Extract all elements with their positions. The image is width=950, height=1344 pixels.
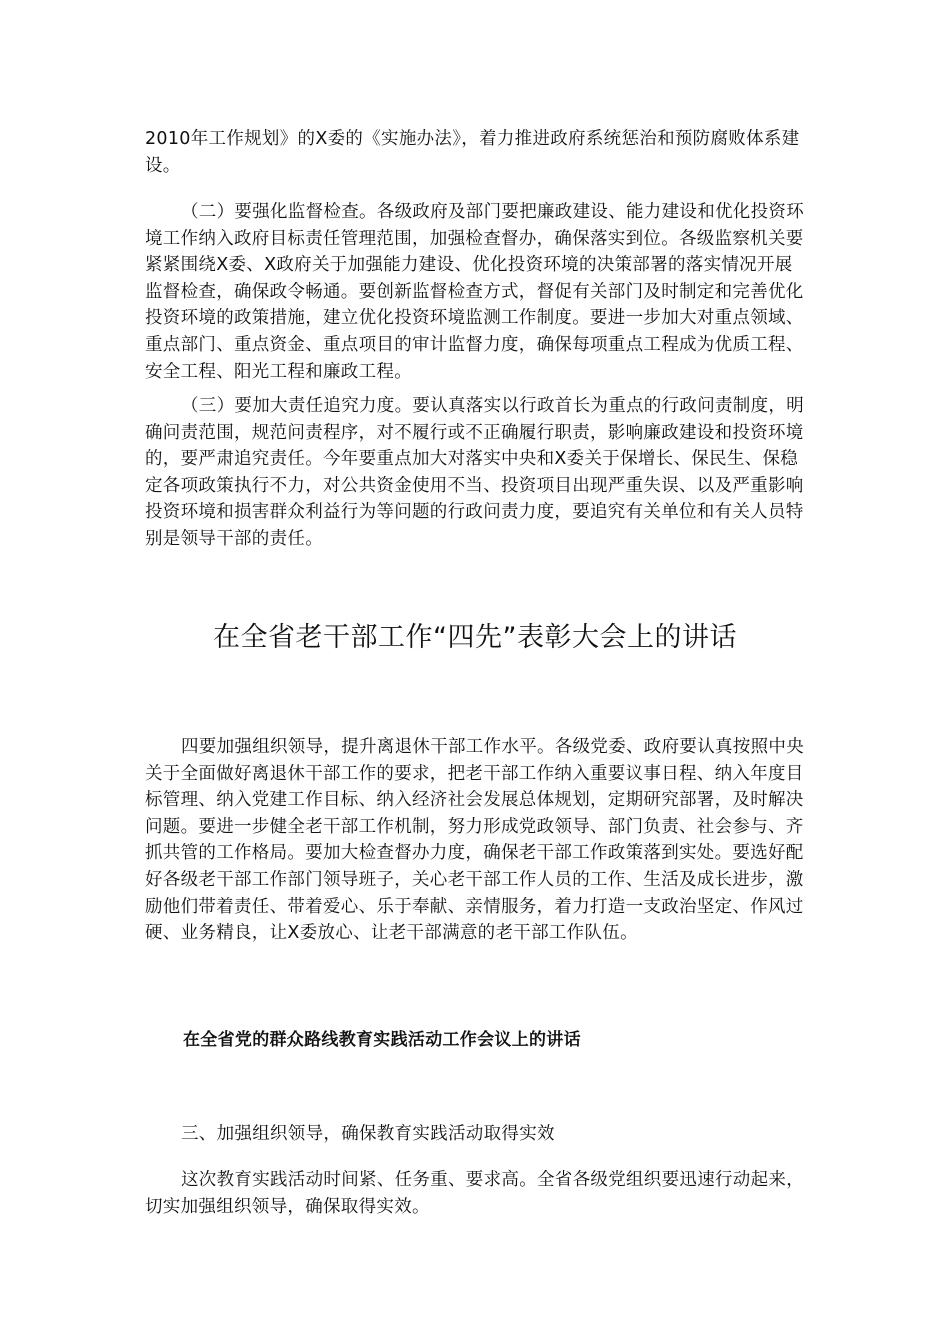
section-heading-three: 三、加强组织领导，确保教育实践活动取得实效	[181, 1124, 555, 1144]
paragraph-practice-activity: 这次教育实践活动时间紧、任务重、要求高。全省各级党组织要迅速行动起来，切实加强组织领导，确保取得实效。	[145, 1170, 804, 1217]
speech-title-mass-line: 在全省党的群众路线教育实践活动工作会议上的讲话	[183, 1030, 581, 1050]
paragraph-accountability: （三）要加大责任追究力度。要认真落实以行政首长为重点的行政问责制度，明确问责范围，规范问责程序，对不履行或不正确履行职责，影响廉政建设和投资环境的，要严肃追究责任。今年要重点加大对落实中央和X委关于保增长、保民生、保稳定各项政策执行不力，对公共资金使用不当、投资项目出现严重失误、以及严重影响投资环境和损害群众利益行为等问题的行政问责力度，要追究有关单位和有关人员特别是领导干部的责任。	[145, 396, 804, 549]
paragraph-continuation: 2010年工作规划》的X委的《实施办法》，着力推进政府系统惩治和预防腐败体系建设。	[145, 129, 800, 176]
speech-title-veteran-cadres: 在全省老干部工作“四先”表彰大会上的讲话	[213, 622, 737, 653]
paragraph-organization-leadership: 四要加强组织领导，提升离退休干部工作水平。各级党委、政府要认真按照中央关于全面做好离退休干部工作的要求，把老干部工作纳入重要议事日程、纳入年度目标管理、纳入党建工作目标、纳入经济社会发展总体规划，定期研究部署，及时解决问题。要进一步健全老干部工作机制，努力形成党政领导、部门负责、社会参与、齐抓共管的工作格局。要加大检查督办力度，确保老干部工作政策落到实处。要选好配好各级老干部工作部门领导班子，关心老干部工作人员的工作、生活及成长进步，激励他们带着责任、带着爱心、乐于奉献、亲情服务，着力打造一支政治坚定、作风过硬、业务精良，让X委放心、让老干部满意的老干部工作队伍。	[145, 737, 804, 944]
paragraph-supervision: （二）要强化监督检查。各级政府及部门要把廉政建设、能力建设和优化投资环境工作纳入政府目标责任管理范围，加强检查督办，确保落实到位。各级监察机关要紧紧围绕X委、X政府关于加强能力建设、优化投资环境的决策部署的落实情况开展监督检查，确保政令畅通。要创新监督检查方式，督促有关部门及时制定和完善优化投资环境的政策措施，建立优化投资环境监测工作制度。要进一步加大对重点领域、重点部门、重点资金、重点项目的审计监督力度，确保每项重点工程成为优质工程、安全工程、阳光工程和廉政工程。	[145, 202, 804, 382]
